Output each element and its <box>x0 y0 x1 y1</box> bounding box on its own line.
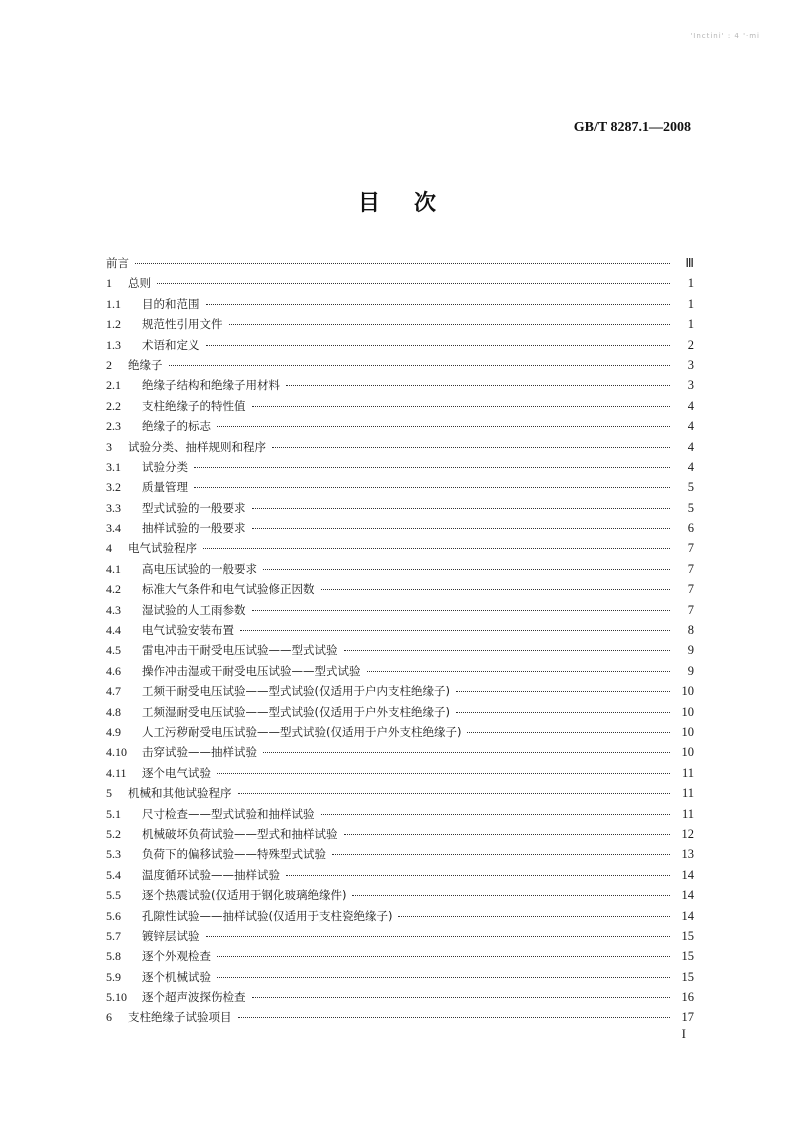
toc-entry-title: 雷电冲击干耐受电压试验——型式试验 <box>142 643 338 658</box>
toc-entry-page: 6 <box>687 521 694 536</box>
toc-entry-page: 3 <box>687 378 694 393</box>
toc-entry[interactable] <box>106 335 694 355</box>
toc-entry-title: 支柱绝缘子的特性值 <box>142 398 246 413</box>
toc-entry-number: 2 <box>106 357 112 372</box>
toc-leader-dots <box>135 263 670 264</box>
toc-leader-dots <box>398 916 670 917</box>
toc-entry-page: 9 <box>687 643 694 658</box>
toc-entry[interactable] <box>106 987 694 1007</box>
toc-entry-page: 9 <box>687 663 694 678</box>
toc-entry[interactable] <box>106 437 694 457</box>
toc-leader-dots <box>344 650 671 651</box>
toc-entry[interactable] <box>106 702 694 722</box>
toc-entry[interactable] <box>106 926 694 946</box>
toc-leader-dots <box>252 997 671 998</box>
toc-entry-number: 2.2 <box>106 398 121 413</box>
toc-entry-title: 绝缘子结构和绝缘子用材料 <box>142 378 280 393</box>
toc-entry-number: 3.4 <box>106 521 121 536</box>
toc-entry[interactable] <box>106 416 694 436</box>
toc-leader-dots <box>238 793 671 794</box>
toc-entry-page: 10 <box>681 724 694 739</box>
toc-entry-title: 抽样试验的一般要求 <box>142 521 246 536</box>
toc-entry[interactable] <box>106 824 694 844</box>
toc-entry-number: 4.7 <box>106 684 121 699</box>
toc-entry-number: 5.8 <box>106 949 121 964</box>
toc-entry-title: 机械和其他试验程序 <box>128 786 232 801</box>
toc-entry-number: 5.4 <box>106 867 121 882</box>
toc-entry[interactable] <box>106 865 694 885</box>
toc-entry-page: 5 <box>687 500 694 515</box>
toc-leader-dots <box>206 345 671 346</box>
toc-entry-number: 4.11 <box>106 765 127 780</box>
toc-leader-dots <box>263 752 670 753</box>
toc-leader-dots <box>456 712 670 713</box>
toc-title: 目次 <box>357 191 470 216</box>
toc-entry-title: 人工污秽耐受电压试验——型式试验(仅适用于户外支柱绝缘子) <box>142 724 462 739</box>
scan-mark: 'Inctini' : 4 '·mi <box>690 32 760 40</box>
toc-leader-dots <box>321 814 671 815</box>
toc-entry-number: 5.2 <box>106 826 121 841</box>
toc-leader-dots <box>194 467 670 468</box>
toc-leader-dots <box>321 589 671 590</box>
toc-entry-number: 3.2 <box>106 480 121 495</box>
toc-leader-dots <box>252 528 671 529</box>
toc-entry-page: 1 <box>687 296 694 311</box>
toc-entry[interactable] <box>106 477 694 497</box>
toc-entry-number: 5.5 <box>106 888 121 903</box>
toc-leader-dots <box>217 956 670 957</box>
toc-entry[interactable] <box>106 538 694 558</box>
toc-entry-title: 前言 <box>106 256 129 270</box>
toc-entry-title: 规范性引用文件 <box>142 317 223 332</box>
toc-entry-number: 4.3 <box>106 602 121 617</box>
toc-entry-number: 1.2 <box>106 317 121 332</box>
toc-entry-page: 10 <box>681 704 694 719</box>
toc-entry-title: 工频干耐受电压试验——型式试验(仅适用于户内支柱绝缘子) <box>142 684 450 699</box>
toc-leader-dots <box>203 548 670 549</box>
toc-entry-page: 2 <box>687 337 694 352</box>
toc-leader-dots <box>217 426 670 427</box>
toc-entry-page: 4 <box>687 439 694 454</box>
toc-leader-dots <box>194 487 670 488</box>
toc-entry-title: 温度循环试验——抽样试验 <box>142 867 280 882</box>
toc-entry-number: 4.4 <box>106 623 121 638</box>
toc-entry-page: 15 <box>681 928 694 943</box>
toc-entry[interactable] <box>106 1007 694 1027</box>
toc-entry-page: Ⅲ <box>685 256 694 270</box>
toc-entry-title: 操作冲击湿或干耐受电压试验——型式试验 <box>142 663 361 678</box>
toc-entry[interactable] <box>106 355 694 375</box>
toc-entry-number: 4.10 <box>106 745 127 760</box>
toc-entry[interactable] <box>106 661 694 681</box>
toc-entry-page: 14 <box>681 888 694 903</box>
table-of-contents <box>106 253 694 1028</box>
toc-entry[interactable] <box>106 273 694 293</box>
toc-entry-title: 尺寸检查——型式试验和抽样试验 <box>142 806 315 821</box>
toc-entry-page: 4 <box>687 419 694 434</box>
toc-entry-title: 质量管理 <box>142 480 188 495</box>
toc-entry-page: 7 <box>687 541 694 556</box>
toc-entry-title: 负荷下的偏移试验——特殊型式试验 <box>142 847 326 862</box>
toc-leader-dots <box>467 732 670 733</box>
toc-entry-number: 4.8 <box>106 704 121 719</box>
toc-entry-number: 4 <box>106 541 112 556</box>
toc-entry-number: 4.2 <box>106 582 121 597</box>
toc-leader-dots <box>252 508 671 509</box>
toc-entry-title: 总则 <box>128 276 151 291</box>
toc-entry-number: 2.1 <box>106 378 121 393</box>
toc-leader-dots <box>344 834 671 835</box>
toc-entry-title: 逐个超声波探伤检查 <box>142 990 246 1005</box>
toc-entry-page: 13 <box>681 847 694 862</box>
page-number: I <box>681 1026 686 1041</box>
toc-entry-number: 4.1 <box>106 561 121 576</box>
toc-entry-page: 15 <box>681 969 694 984</box>
toc-entry-page: 14 <box>681 908 694 923</box>
toc-leader-dots <box>252 610 671 611</box>
toc-entry[interactable] <box>106 498 694 518</box>
toc-entry-number: 2.3 <box>106 419 121 434</box>
toc-leader-dots <box>367 671 671 672</box>
toc-entry-number: 5 <box>106 786 112 801</box>
toc-entry-title: 高电压试验的一般要求 <box>142 561 257 576</box>
toc-entry[interactable] <box>106 294 694 314</box>
toc-entry-number: 1.3 <box>106 337 121 352</box>
toc-entry-title: 机械破坏负荷试验——型式和抽样试验 <box>142 826 338 841</box>
toc-entry-page: 7 <box>687 582 694 597</box>
toc-entry-number: 3.1 <box>106 459 121 474</box>
toc-entry-title: 电气试验安装布置 <box>142 623 234 638</box>
toc-leader-dots <box>272 447 670 448</box>
toc-entry[interactable] <box>106 885 694 905</box>
toc-entry-title: 逐个热震试验(仅适用于钢化玻璃绝缘件) <box>142 888 347 903</box>
toc-entry-number: 6 <box>106 1010 112 1025</box>
toc-entry-page: 4 <box>687 398 694 413</box>
toc-entry-page: 7 <box>687 602 694 617</box>
toc-entry[interactable] <box>106 375 694 395</box>
toc-leader-dots <box>252 406 671 407</box>
toc-entry-page: 1 <box>687 276 694 291</box>
toc-entry-number: 4.9 <box>106 724 121 739</box>
toc-entry-page: 8 <box>687 623 694 638</box>
toc-entry[interactable] <box>106 559 694 579</box>
toc-leader-dots <box>332 854 670 855</box>
toc-entry-number: 3.3 <box>106 500 121 515</box>
toc-entry-title: 逐个电气试验 <box>142 765 211 780</box>
toc-entry-title: 型式试验的一般要求 <box>142 500 246 515</box>
toc-leader-dots <box>238 1017 671 1018</box>
toc-entry[interactable] <box>106 783 694 803</box>
toc-entry-number: 5.10 <box>106 990 127 1005</box>
toc-entry-page: 10 <box>681 684 694 699</box>
toc-entry-title: 湿试验的人工雨参数 <box>142 602 246 617</box>
toc-entry[interactable] <box>106 457 694 477</box>
toc-entry-page: 14 <box>681 867 694 882</box>
toc-entry-title: 术语和定义 <box>142 337 200 352</box>
toc-entry-page: 4 <box>687 459 694 474</box>
toc-leader-dots <box>229 324 671 325</box>
toc-leader-dots <box>169 365 671 366</box>
toc-entry-page: 3 <box>687 357 694 372</box>
toc-entry-number: 5.1 <box>106 806 121 821</box>
toc-leader-dots <box>217 977 670 978</box>
toc-entry-page: 15 <box>681 949 694 964</box>
toc-entry-page: 12 <box>681 826 694 841</box>
toc-entry-number: 4.5 <box>106 643 121 658</box>
toc-entry[interactable] <box>106 314 694 334</box>
toc-entry-page: 5 <box>687 480 694 495</box>
toc-entry[interactable] <box>106 967 694 987</box>
toc-entry-page: 10 <box>681 745 694 760</box>
toc-entry[interactable] <box>106 518 694 538</box>
toc-leader-dots <box>263 569 670 570</box>
toc-entry-number: 3 <box>106 439 112 454</box>
toc-entry[interactable] <box>106 640 694 660</box>
toc-entry[interactable] <box>106 906 694 926</box>
toc-entry[interactable] <box>106 844 694 864</box>
toc-entry-title: 试验分类 <box>142 459 188 474</box>
toc-entry[interactable] <box>106 579 694 599</box>
toc-entry-number: 1.1 <box>106 296 121 311</box>
toc-entry-number: 5.7 <box>106 928 121 943</box>
toc-leader-dots <box>206 936 671 937</box>
toc-entry-title: 电气试验程序 <box>128 541 197 556</box>
toc-entry-title: 试验分类、抽样规则和程序 <box>128 439 266 454</box>
toc-entry-title: 逐个外观检查 <box>142 949 211 964</box>
toc-leader-dots <box>456 691 670 692</box>
toc-entry-title: 击穿试验——抽样试验 <box>142 745 257 760</box>
toc-entry-page: 11 <box>681 786 694 801</box>
toc-entry-number: 5.6 <box>106 908 121 923</box>
toc-entry[interactable] <box>106 253 694 273</box>
toc-entry[interactable] <box>106 804 694 824</box>
toc-entry[interactable] <box>106 946 694 966</box>
standard-number: GB/T 8287.1—2008 <box>573 120 691 135</box>
toc-entry[interactable] <box>106 600 694 620</box>
toc-entry-page: 16 <box>681 990 694 1005</box>
toc-leader-dots <box>352 895 670 896</box>
toc-leader-dots <box>206 304 671 305</box>
toc-entry-page: 7 <box>687 561 694 576</box>
toc-entry[interactable] <box>106 742 694 762</box>
toc-entry-title: 逐个机械试验 <box>142 969 211 984</box>
toc-leader-dots <box>286 385 670 386</box>
toc-entry-page: 11 <box>681 765 694 780</box>
toc-entry-number: 4.6 <box>106 663 121 678</box>
toc-entry-page: 17 <box>681 1010 694 1025</box>
toc-entry-title: 标准大气条件和电气试验修正因数 <box>142 582 315 597</box>
toc-entry-number: 5.3 <box>106 847 121 862</box>
toc-entry[interactable] <box>106 620 694 640</box>
toc-entry-title: 镀锌层试验 <box>142 928 200 943</box>
toc-entry-title: 绝缘子的标志 <box>142 419 211 434</box>
toc-leader-dots <box>286 875 670 876</box>
toc-entry[interactable] <box>106 722 694 742</box>
toc-leader-dots <box>240 630 670 631</box>
toc-entry-title: 绝缘子 <box>128 357 163 372</box>
toc-leader-dots <box>217 773 670 774</box>
toc-entry-number: 1 <box>106 276 112 291</box>
toc-entry[interactable] <box>106 396 694 416</box>
toc-entry-page: 11 <box>681 806 694 821</box>
toc-entry[interactable] <box>106 681 694 701</box>
toc-leader-dots <box>157 283 670 284</box>
toc-entry-title: 支柱绝缘子试验项目 <box>128 1010 232 1025</box>
toc-entry-page: 1 <box>687 317 694 332</box>
toc-entry-title: 工频湿耐受电压试验——型式试验(仅适用于户外支柱绝缘子) <box>142 704 450 719</box>
toc-entry-title: 目的和范围 <box>142 296 200 311</box>
toc-entry-number: 5.9 <box>106 969 121 984</box>
toc-entry-title: 孔隙性试验——抽样试验(仅适用于支柱瓷绝缘子) <box>142 908 393 923</box>
toc-entry[interactable] <box>106 763 694 783</box>
